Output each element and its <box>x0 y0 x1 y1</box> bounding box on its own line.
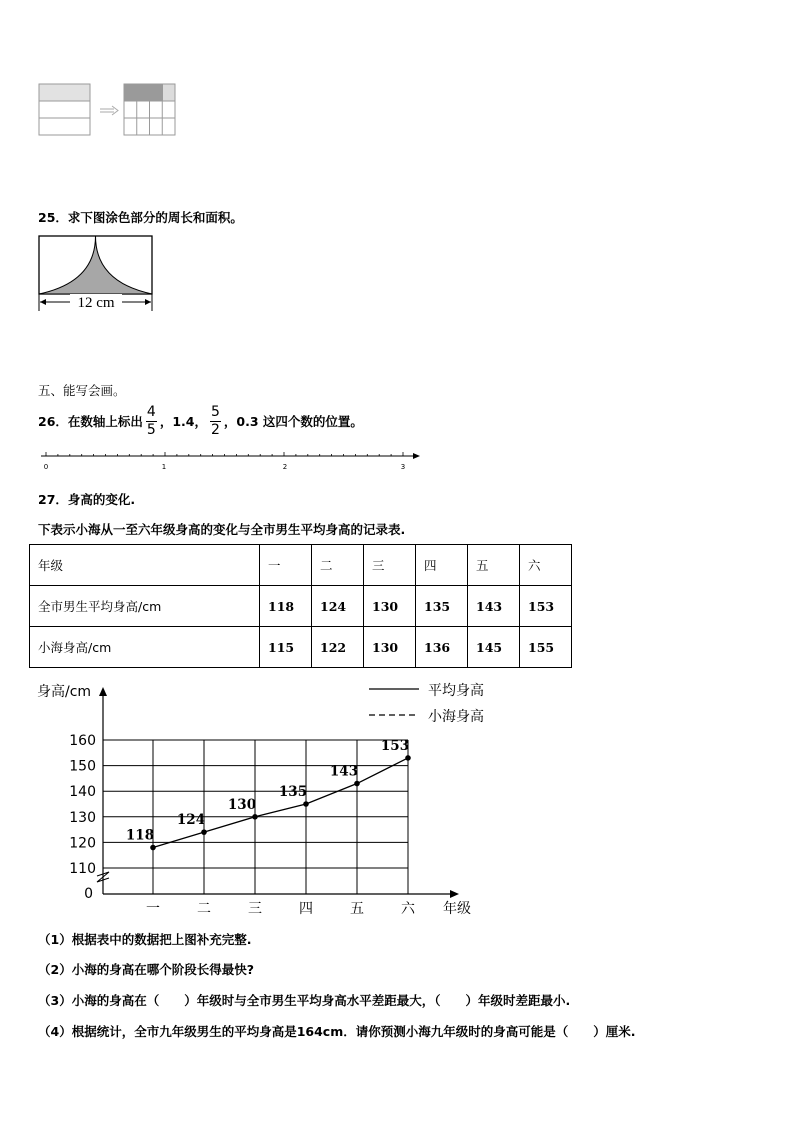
data-label: 143 <box>329 763 359 780</box>
height-record-table <box>29 544 572 668</box>
x-axis-label: 年级 <box>443 901 471 917</box>
table-cell: 130 <box>364 627 416 668</box>
right-rectangle <box>124 84 175 135</box>
table-row <box>30 586 572 627</box>
question-25-text: 25．求下图涂色部分的周长和面积。 <box>38 210 243 225</box>
table-cell: 115 <box>260 627 312 668</box>
shaded-figure <box>36 232 156 314</box>
data-label: 135 <box>278 784 308 800</box>
y-tick-label: 110 <box>69 861 96 877</box>
sub-question-2: （2）小海的身高在哪个阶段长得最快? <box>38 962 254 977</box>
table-cell: 五 <box>468 545 520 586</box>
table-cell: 145 <box>468 627 520 668</box>
axis-tick-label-1: 1 <box>161 463 167 471</box>
data-point <box>405 755 411 761</box>
axis-tick-label-0: 0 <box>43 463 49 471</box>
table-cell: 135 <box>416 586 468 627</box>
table-cell: 118 <box>260 586 312 627</box>
height-line-chart <box>0 676 520 920</box>
table-cell: 一 <box>260 545 312 586</box>
x-axis-arrow <box>450 890 459 898</box>
data-point <box>150 845 156 851</box>
question-27-intro: 下表示小海从一至六年级身高的变化与全市男生平均身高的记录表. <box>38 522 406 537</box>
table-cell: 136 <box>416 627 468 668</box>
table-cell: 124 <box>312 586 364 627</box>
question-27-title: 27．身高的变化. <box>38 492 136 507</box>
table-row <box>30 627 572 668</box>
q26-mid: ，1.4， <box>159 414 207 429</box>
y-axis-label: 身高/cm <box>37 684 92 700</box>
table-cell: 四 <box>416 545 468 586</box>
legend-label-xiaohai: 小海身高 <box>428 709 484 725</box>
x-tick-label: 二 <box>197 901 211 917</box>
dimension-label: 12 cm <box>77 295 115 311</box>
table-cell: 155 <box>520 627 572 668</box>
table-cell: 三 <box>364 545 416 586</box>
x-tick-label: 一 <box>146 901 160 917</box>
data-point <box>252 814 258 820</box>
data-point <box>201 829 207 835</box>
y-tick-label: 150 <box>69 758 96 775</box>
fraction-diagram <box>36 80 181 138</box>
y-tick-label: 140 <box>69 784 96 801</box>
question-26-text <box>38 401 363 441</box>
table-cell: 二 <box>312 545 364 586</box>
series-line-average <box>153 758 408 848</box>
axis-tick-label-3: 3 <box>400 463 406 471</box>
x-tick-label: 四 <box>299 901 313 917</box>
y-axis-arrow <box>99 687 107 696</box>
x-tick-label: 五 <box>350 901 364 917</box>
table-cell: 130 <box>364 586 416 627</box>
q26-suffix: ，0.3 这四个数的位置。 <box>223 414 363 429</box>
table-cell: 122 <box>312 627 364 668</box>
fraction-5-2: $\frac{5}{2}$ <box>210 403 220 438</box>
number-line <box>36 448 426 474</box>
q26-prefix: 26．在数轴上标出 <box>38 414 143 429</box>
table-cell: 153 <box>520 586 572 627</box>
data-label: 153 <box>380 737 410 754</box>
x-tick-label: 六 <box>401 901 415 917</box>
sub-question-1: （1）根据表中的数据把上图补充完整. <box>38 932 252 947</box>
y-tick-label: 120 <box>69 835 96 852</box>
section-title: 五、能写会画。 <box>38 383 126 398</box>
table-cell: 年级 <box>30 545 260 586</box>
y-tick-label: 160 <box>69 733 96 749</box>
data-label: 130 <box>227 796 257 813</box>
data-point <box>303 801 309 807</box>
left-rectangle <box>39 84 90 135</box>
axis-break-icon <box>97 872 109 882</box>
table-cell: 小海身高/cm <box>30 627 260 668</box>
y-tick-label: 130 <box>69 809 96 826</box>
axis-tick-label-2: 2 <box>282 463 288 471</box>
table-cell: 143 <box>468 586 520 627</box>
data-label: 118 <box>125 827 155 844</box>
arrow-icon <box>100 106 118 115</box>
data-label: 124 <box>176 812 206 829</box>
axis-zero-label: 0 <box>84 886 93 902</box>
sub-question-3: （3）小海的身高在（ ）年级时与全市男生平均身高水平差距最大，（ ）年级时差距最小. <box>38 993 571 1008</box>
legend-label-average: 平均身高 <box>428 683 484 699</box>
table-cell: 全市男生平均身高/cm <box>30 586 260 627</box>
sub-question-4: （4）根据统计，全市九年级男生的平均身高是164cm．请你预测小海九年级时的身高可能是（ ）厘米. <box>38 1024 636 1039</box>
fraction-4-5: $\frac{4}{5}$ <box>146 403 156 438</box>
x-tick-label: 三 <box>248 901 262 917</box>
table-cell: 六 <box>520 545 572 586</box>
table-header-row <box>30 545 572 586</box>
data-point <box>354 781 360 787</box>
